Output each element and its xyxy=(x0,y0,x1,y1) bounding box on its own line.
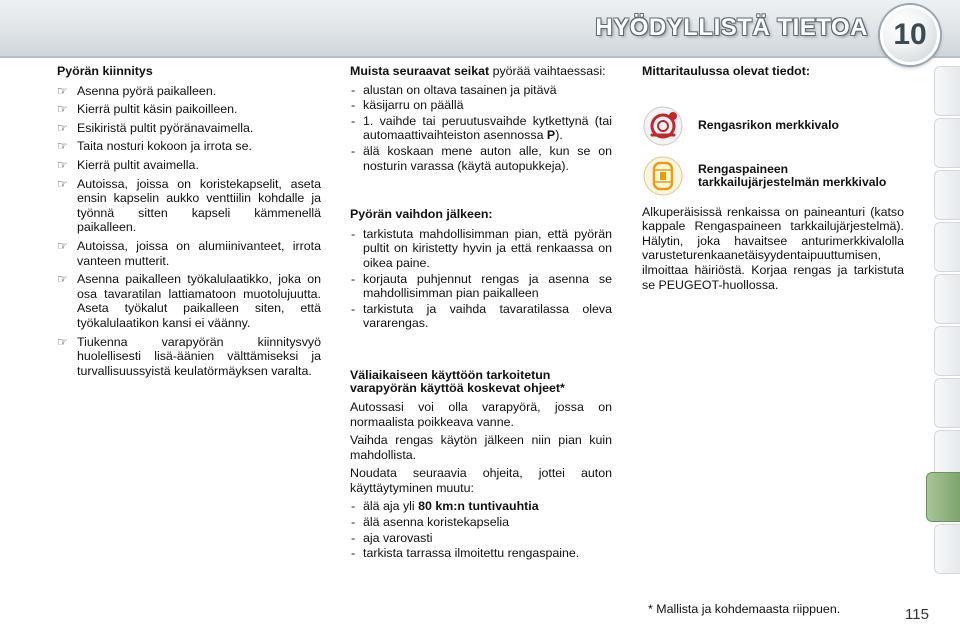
pointing-hand-icon: ☞ xyxy=(57,120,68,135)
list-item: - älä asenna koristekapselia xyxy=(350,515,612,530)
list-item: - aja varovasti xyxy=(350,531,612,546)
chapter-tab[interactable] xyxy=(934,326,960,376)
warning-label: Rengasrikon merkkivalo xyxy=(698,118,839,133)
chapter-tab[interactable] xyxy=(934,66,960,116)
list-item: ☞ Tiukenna varapyörän kiinnitysvyö huolellisesti lisä-äänien välttämiseksi ja turvallisuussyistä keulatörmäyksen varalta. xyxy=(57,334,321,378)
list-item: ☞ Asenna paikalleen työkalulaatikko, joka on osa tavaratilan lattiamatoon muotolujuutta. Aseta työkalut paikalleen siten, että työkalulaatikon kansi ei väänny. xyxy=(57,272,321,330)
list-item: ☞ Taita nosturi kokoon ja irrota se. xyxy=(57,139,252,154)
paragraph: Alkuperäisissä renkaissa on paineanturi (katso kappale Rengaspaineen tarkkailujärjestelmä). Hälytin, joka havaitsee anturimerkkivalolla varusteturenkaanetäisyydentaipuuttumisen, ilmoittaa häiriöstä. Korjaa rengas ja tarkistuta se PEUGEOT-huollossa. xyxy=(642,204,904,292)
list-item: - tarkista tarrassa ilmoitettu rengaspaine. xyxy=(350,546,612,561)
list-item: - tarkistuta mahdollisimman pian, että pyörän pultit on kiristetty hyvin ja että renkaassa on oikea paine. xyxy=(350,227,612,271)
list-item: ☞ Autoissa, joissa on koristekapselit, aseta ensin kapselin aukko venttiilin kohdalle ja työnnä sitten kapseli kämmenellä paikalleen. xyxy=(57,176,321,235)
footnote: * Mallista ja kohdemaasta riippuen. xyxy=(648,602,841,616)
pointing-hand-icon: ☞ xyxy=(57,102,68,117)
warning-light-row xyxy=(642,155,904,197)
pointing-hand-icon: ☞ xyxy=(57,238,68,253)
chapter-tab[interactable] xyxy=(934,274,960,324)
bullet-list xyxy=(57,84,321,379)
section-title: Mittaritaulussa olevat tiedot: xyxy=(642,64,810,78)
flat-tyre-warning-icon xyxy=(642,105,684,147)
chapter-tab[interactable] xyxy=(934,170,960,220)
chapter-tab[interactable] xyxy=(934,222,960,272)
tyre-pressure-warning-icon xyxy=(642,155,684,197)
list-item: ☞ Autoissa, joissa on alumiinivanteet, irrota vanteen mutterit. xyxy=(57,238,321,268)
precautions-list xyxy=(350,83,612,174)
list-item: ☞ Asenna pyörä paikalleen. xyxy=(57,83,217,98)
paragraph: Noudata seuraavia ohjeita, jottei auton käyttäytyminen muutu: xyxy=(350,466,612,495)
list-item: - korjauta puhjennut rengas ja asenna se mahdollisimman pian paikalleen xyxy=(350,272,612,301)
list-item: - 1. vaihde tai peruutusvaihde kytkettynä (tai automaattivaihteiston asennossa P). xyxy=(350,114,612,143)
list-item: - älä aja yli 80 km:n tuntivauhtia xyxy=(350,499,612,514)
list-item: - alustan on oltava tasainen ja pitävä xyxy=(350,83,612,98)
chapter-tab[interactable] xyxy=(934,524,960,574)
pointing-hand-icon: ☞ xyxy=(57,83,68,98)
list-item: ☞ Kierrä pultit käsin paikoilleen. xyxy=(57,102,238,117)
warning-light-row xyxy=(642,105,904,147)
chapter-title: HYÖDYLLISTÄ TIETOA xyxy=(595,14,868,41)
chapter-badge xyxy=(880,5,940,65)
section-title: Pyörän vaihdon jälkeen: xyxy=(350,207,493,222)
wheel-change-column xyxy=(350,64,612,565)
pointing-hand-icon: ☞ xyxy=(57,176,68,191)
list-item: ☞ Kierrä pultit avaimella. xyxy=(57,157,199,172)
pointing-hand-icon: ☞ xyxy=(57,272,68,287)
chapter-header xyxy=(0,0,960,58)
chapter-number: 10 xyxy=(893,18,927,51)
chapter-tabs xyxy=(926,66,960,574)
list-item: - tarkistuta ja vaihda tavaratilassa oleva vararengas. xyxy=(350,302,612,331)
chapter-tab[interactable] xyxy=(934,118,960,168)
pointing-hand-icon: ☞ xyxy=(57,334,68,349)
list-item: - käsijarru on päällä xyxy=(350,98,612,113)
list-item: ☞ Esikiristä pultit pyöränavaimella. xyxy=(57,120,254,135)
instrument-panel-column xyxy=(642,64,904,296)
pointing-hand-icon: ☞ xyxy=(57,157,68,172)
page-number: 115 xyxy=(905,606,929,623)
section-title: Pyörän kiinnitys xyxy=(57,64,153,78)
warning-label: Rengaspaineen tarkkailujärjestelmän merkkivalo xyxy=(698,161,887,189)
section-title: Väliaikaiseen käyttöön tarkoitetun varapyörän käyttöä koskevat ohjeet* xyxy=(350,367,565,395)
pointing-hand-icon: ☞ xyxy=(57,139,68,154)
chapter-tab-active[interactable] xyxy=(926,472,960,522)
paragraph: Vaihda rengas käytön jälkeen niin pian kuin mahdollista. xyxy=(350,433,612,462)
list-item: - älä koskaan mene auton alle, kun se on nosturin varassa (käytä autopukkeja). xyxy=(350,144,612,173)
temporary-wheel-list xyxy=(350,499,612,560)
chapter-tab[interactable] xyxy=(934,378,960,428)
paragraph: Autossasi voi olla varapyörä, jossa on normaalista poikkeava vanne. xyxy=(350,399,612,429)
after-change-list xyxy=(350,227,612,331)
wheel-fitting-column xyxy=(57,64,321,382)
intro-paragraph: Muista seuraavat seikat pyörää vaihtaessasi: xyxy=(350,64,606,78)
